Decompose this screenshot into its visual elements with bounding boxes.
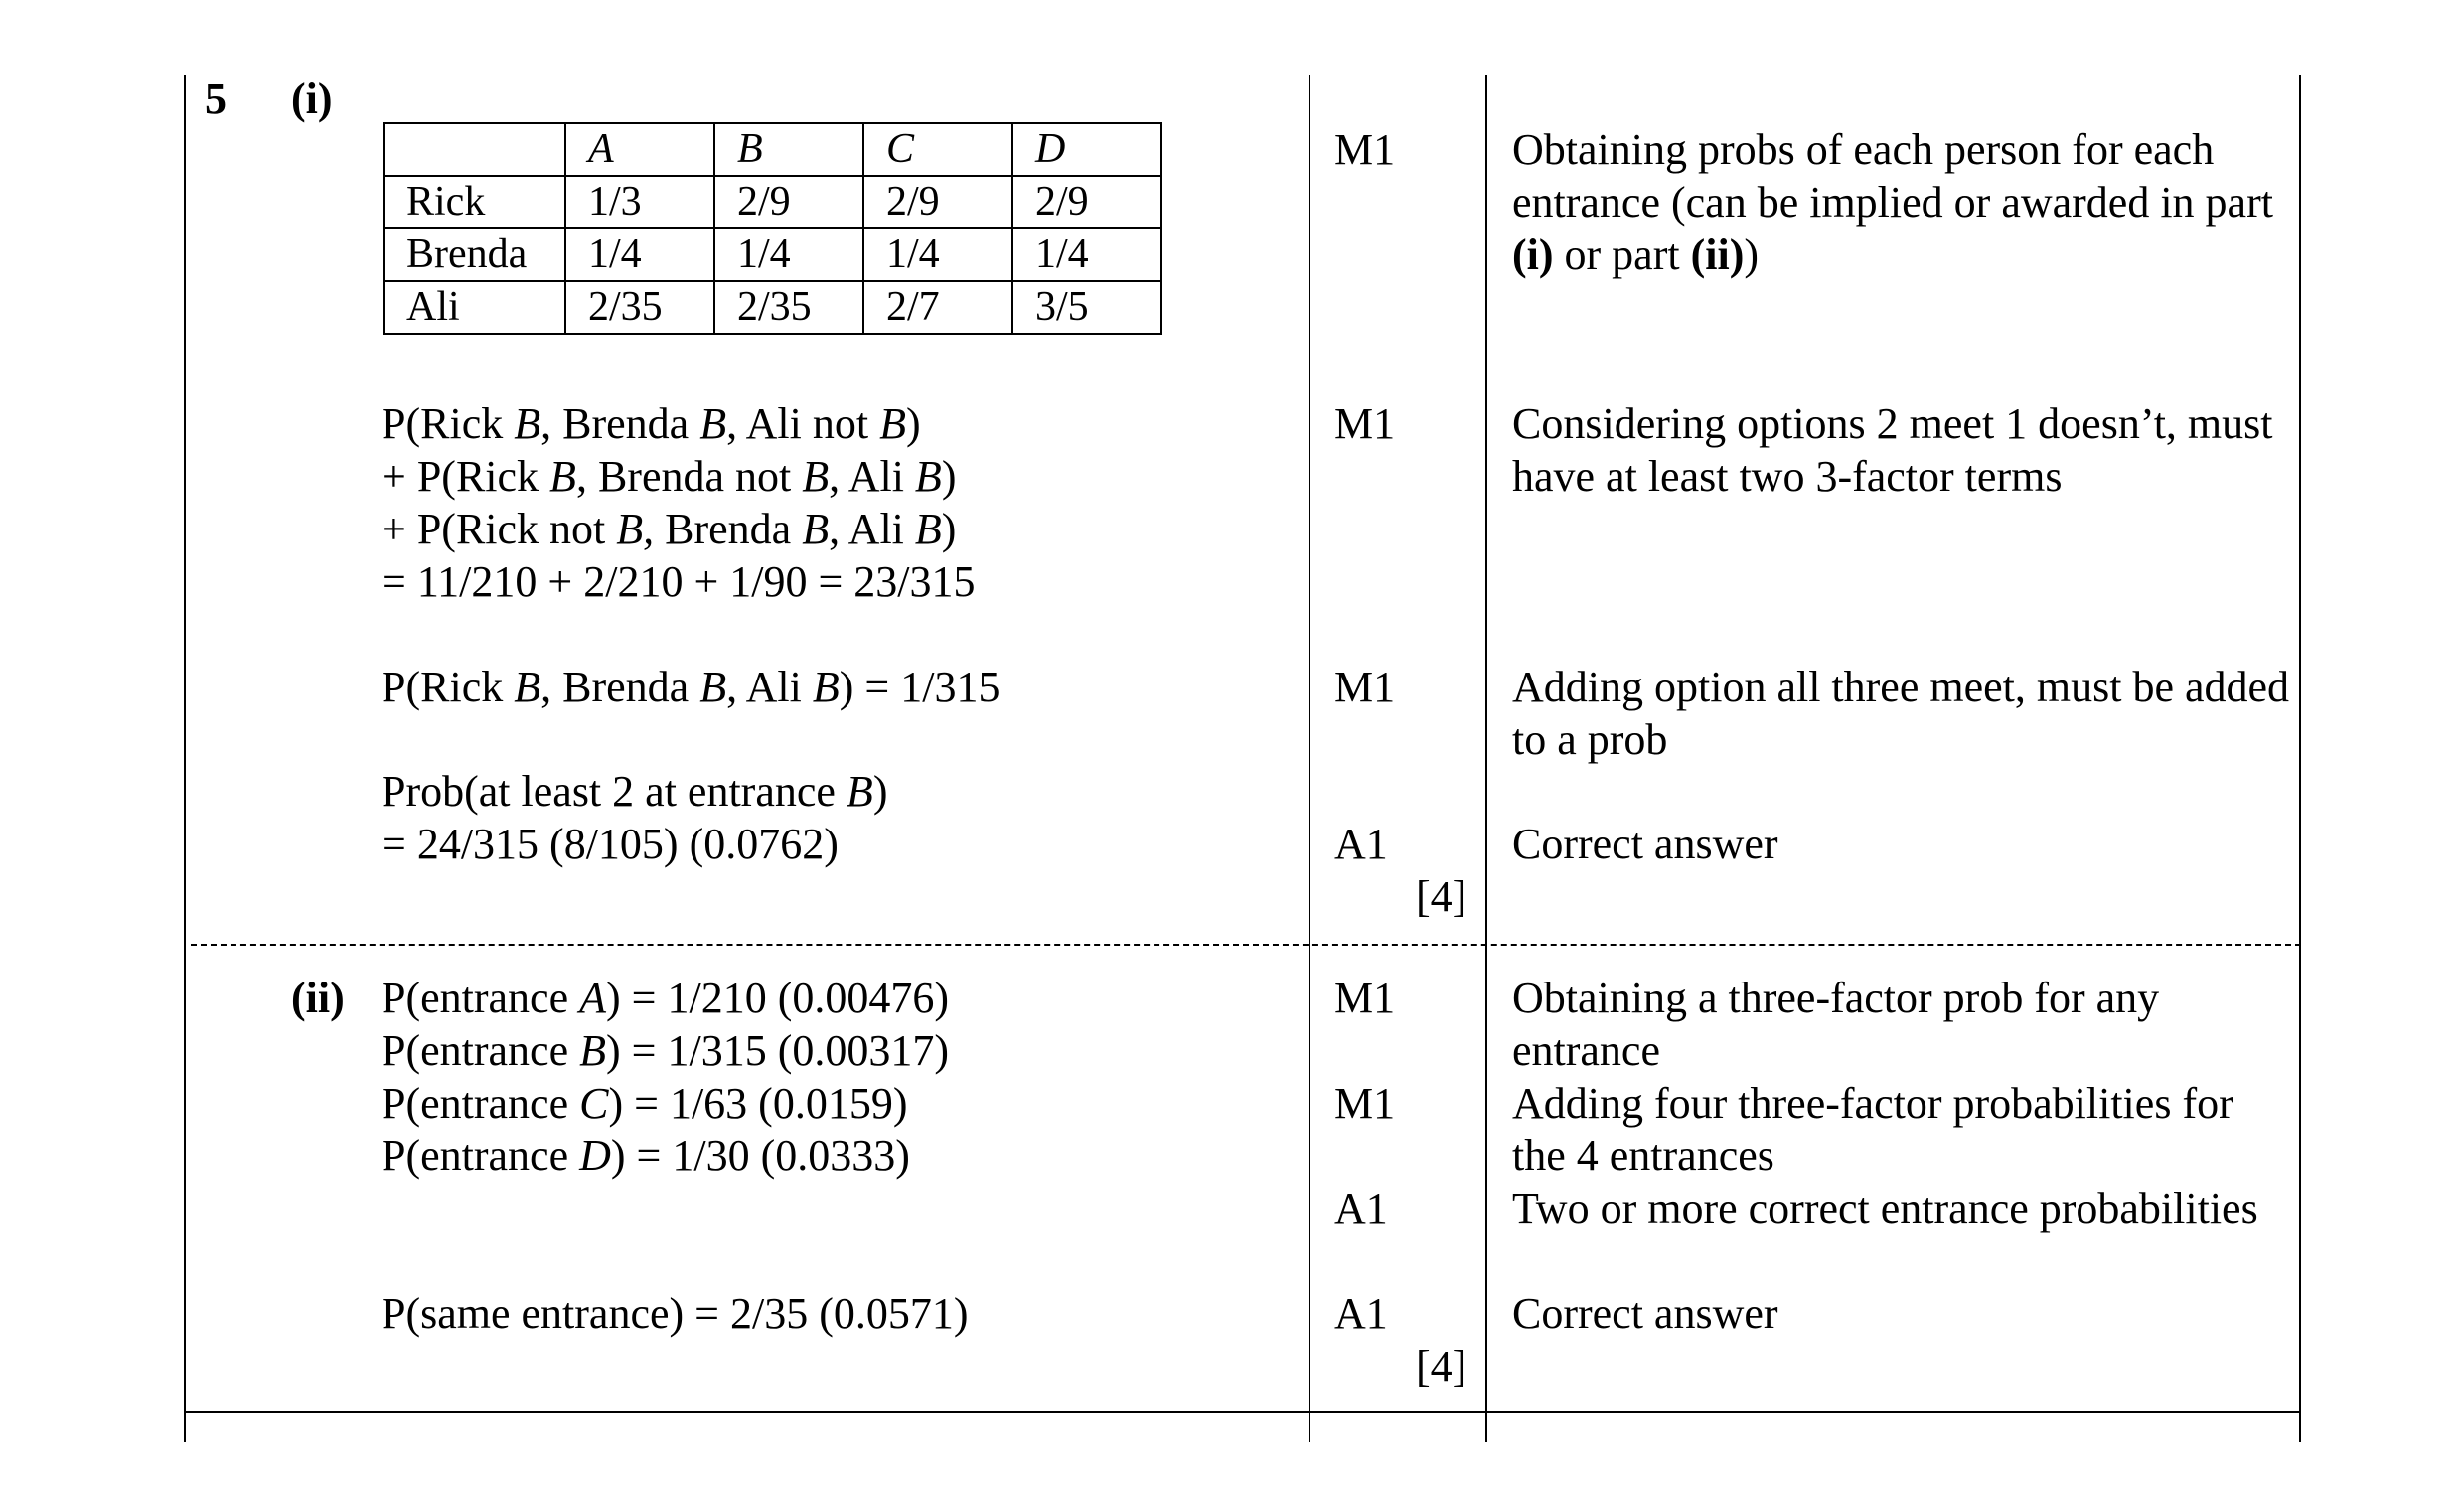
- table-cell: 1/4: [565, 228, 714, 281]
- table-cell: 2/35: [565, 281, 714, 334]
- part-ii-answer: P(same entrance) = 2/35 (0.0571): [382, 1289, 969, 1338]
- left-border: [184, 75, 186, 1442]
- table-cell: Brenda: [384, 228, 565, 281]
- right-border: [2299, 75, 2301, 1442]
- marks-column-divider: [1485, 75, 1487, 1442]
- table-header-cell: [384, 123, 565, 176]
- table-cell: 1/3: [565, 176, 714, 228]
- comment: Two or more correct entrance probabilities: [1512, 1184, 2258, 1233]
- part-i-label: (i): [291, 75, 333, 123]
- entrance-prob-line: P(entrance C) = 1/63 (0.0159): [382, 1079, 908, 1128]
- mark-label: M1: [1334, 125, 1396, 174]
- entrance-prob-line: P(entrance D) = 1/30 (0.0333): [382, 1132, 910, 1180]
- mark-label: A1: [1334, 1289, 1388, 1338]
- table-cell: 2/9: [714, 176, 863, 228]
- calc-line-2: + P(Rick B, Brenda not B, Ali B): [382, 452, 957, 501]
- all-three-meet-line: P(Rick B, Brenda B, Ali B) = 1/315: [382, 663, 1001, 711]
- table-header-row: [384, 123, 1161, 176]
- table-row: [384, 281, 1161, 334]
- comment: Correct answer: [1512, 820, 1778, 868]
- part-divider-dashed: [191, 944, 2301, 946]
- calc-line-1: P(Rick B, Brenda B, Ali not B): [382, 399, 921, 448]
- comment: Adding option all three meet, must be added to a prob: [1512, 663, 2290, 764]
- question-bottom-rule: [184, 1411, 2301, 1413]
- part-i-total-marks: [4]: [1416, 872, 1467, 921]
- table-cell: 1/4: [1012, 228, 1161, 281]
- table-cell: 2/35: [714, 281, 863, 334]
- mark-label: M1: [1334, 399, 1396, 448]
- probability-table: [383, 122, 1162, 335]
- mark-label: M1: [1334, 974, 1396, 1022]
- table-header-cell: A: [565, 123, 714, 176]
- table-cell: 2/9: [863, 176, 1012, 228]
- entrance-prob-line: P(entrance A) = 1/210 (0.00476): [382, 974, 950, 1022]
- mark-label: M1: [1334, 1079, 1396, 1128]
- table-cell: 1/4: [863, 228, 1012, 281]
- table-header-cell: C: [863, 123, 1012, 176]
- answer-column-divider: [1309, 75, 1310, 1442]
- table-row: [384, 228, 1161, 281]
- table-header-cell: D: [1012, 123, 1161, 176]
- mark-label: A1: [1334, 1184, 1388, 1233]
- at-least-two-line: Prob(at least 2 at entrance B): [382, 767, 888, 816]
- question-number: 5: [205, 75, 227, 123]
- table-cell: 1/4: [714, 228, 863, 281]
- table-cell: 2/9: [1012, 176, 1161, 228]
- part-ii-total-marks: [4]: [1416, 1342, 1467, 1391]
- mark-label: M1: [1334, 663, 1396, 711]
- table-cell: Ali: [384, 281, 565, 334]
- table-row: [384, 176, 1161, 228]
- part-ii-label: (ii): [291, 974, 345, 1022]
- comment: Obtaining a three-factor prob for any entrance: [1512, 974, 2160, 1075]
- comment: Considering options 2 meet 1 doesn’t, must have at least two 3-factor terms: [1512, 399, 2273, 501]
- entrance-prob-line: P(entrance B) = 1/315 (0.00317): [382, 1026, 950, 1075]
- mark-label: A1: [1334, 820, 1388, 868]
- calc-line-4: = 11/210 + 2/210 + 1/90 = 23/315: [382, 557, 976, 606]
- calc-line-3: + P(Rick not B, Brenda B, Ali B): [382, 505, 957, 553]
- table-cell: 2/7: [863, 281, 1012, 334]
- table-cell: 3/5: [1012, 281, 1161, 334]
- comment: Correct answer: [1512, 1289, 1778, 1338]
- part-i-answer: = 24/315 (8/105) (0.0762): [382, 820, 839, 868]
- table-header-cell: B: [714, 123, 863, 176]
- table-cell: Rick: [384, 176, 565, 228]
- comment: Adding four three-factor probabilities for the 4 entrances: [1512, 1079, 2233, 1180]
- comment: Obtaining probs of each person for each entrance (can be implied or awarded in part (i) or part (ii)): [1512, 125, 2273, 279]
